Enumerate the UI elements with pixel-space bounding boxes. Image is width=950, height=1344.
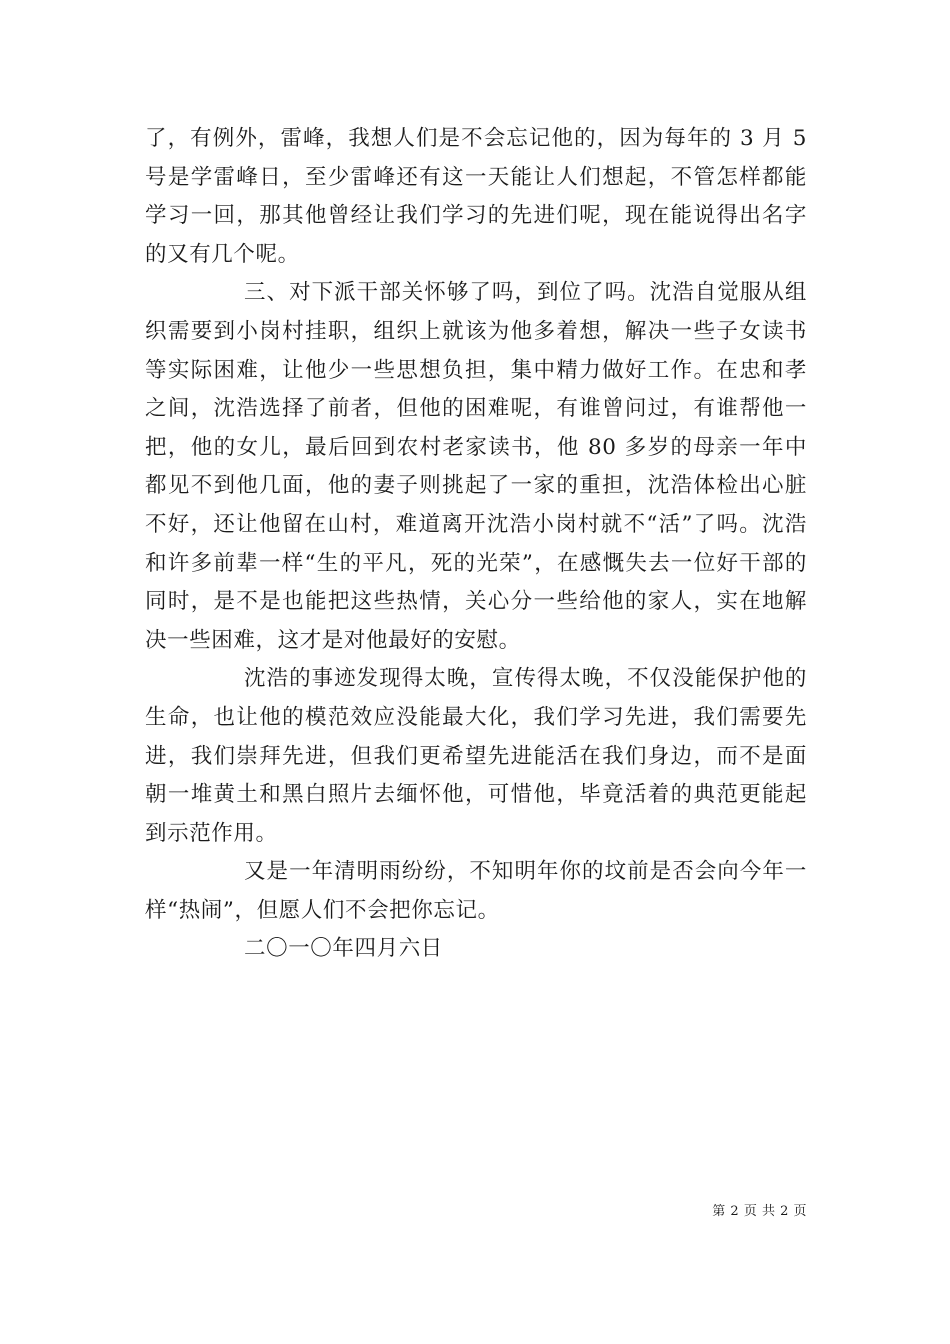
paragraph-deeds: 沈浩的事迹发现得太晚，宣传得太晚，不仅没能保护他的生命，也让他的模范效应没能最大化，我们学习先进，我们需要先进，我们崇拜先进，但我们更希望先进能活在我们身边，而不是面朝一堆黄土和黑白照片去缅怀他，可惜他，毕竟活着的典范更能起到示范作用。 [145, 666, 807, 846]
page-number-footer: 第 2 页 共 2 页 [712, 1204, 807, 1219]
paragraph-qingming: 又是一年清明雨纷纷，不知明年你的坟前是否会向今年一样“热闹”，但愿人们不会把你忘记。 [145, 859, 807, 923]
paragraph-section-three: 三、对下派干部关怀够了吗，到位了吗。沈浩自觉服从组织需要到小岗村挂职，组织上就该为他多着想，解决一些子女读书等实际困难，让他少一些思想负担，集中精力做好工作。在忠和孝之间，沈浩选择了前者，但他的困难呢，有谁曾问过，有谁帮他一把，他的女儿，最后回到农村老家读书，他 80 多岁的母亲一年中都见不到他几面，他的妻子则挑起了一家的重担，沈浩体检出心脏不好，还让他留在山村，难道离开沈浩小岗村就不“活”了吗。沈浩和许多前辈一样“生的平凡，死的光荣”，在感慨失去一位好干部的同时，是不是也能把这些热情，关心分一些给他的家人，实在地解决一些困难，这才是对他最好的安慰。 [145, 280, 807, 653]
paragraph-continuation: 了，有例外，雷峰，我想人们是不会忘记他的，因为每年的 3 月 5 号是学雷峰日，至少雷峰还有这一天能让人们想起，不管怎样都能学习一回，那其他曾经让我们学习的先进们呢，现在能说得出名字的又有几个呢。 [145, 126, 807, 267]
document-body [145, 120, 807, 969]
document-date: 二〇一〇年四月六日 [244, 936, 443, 962]
